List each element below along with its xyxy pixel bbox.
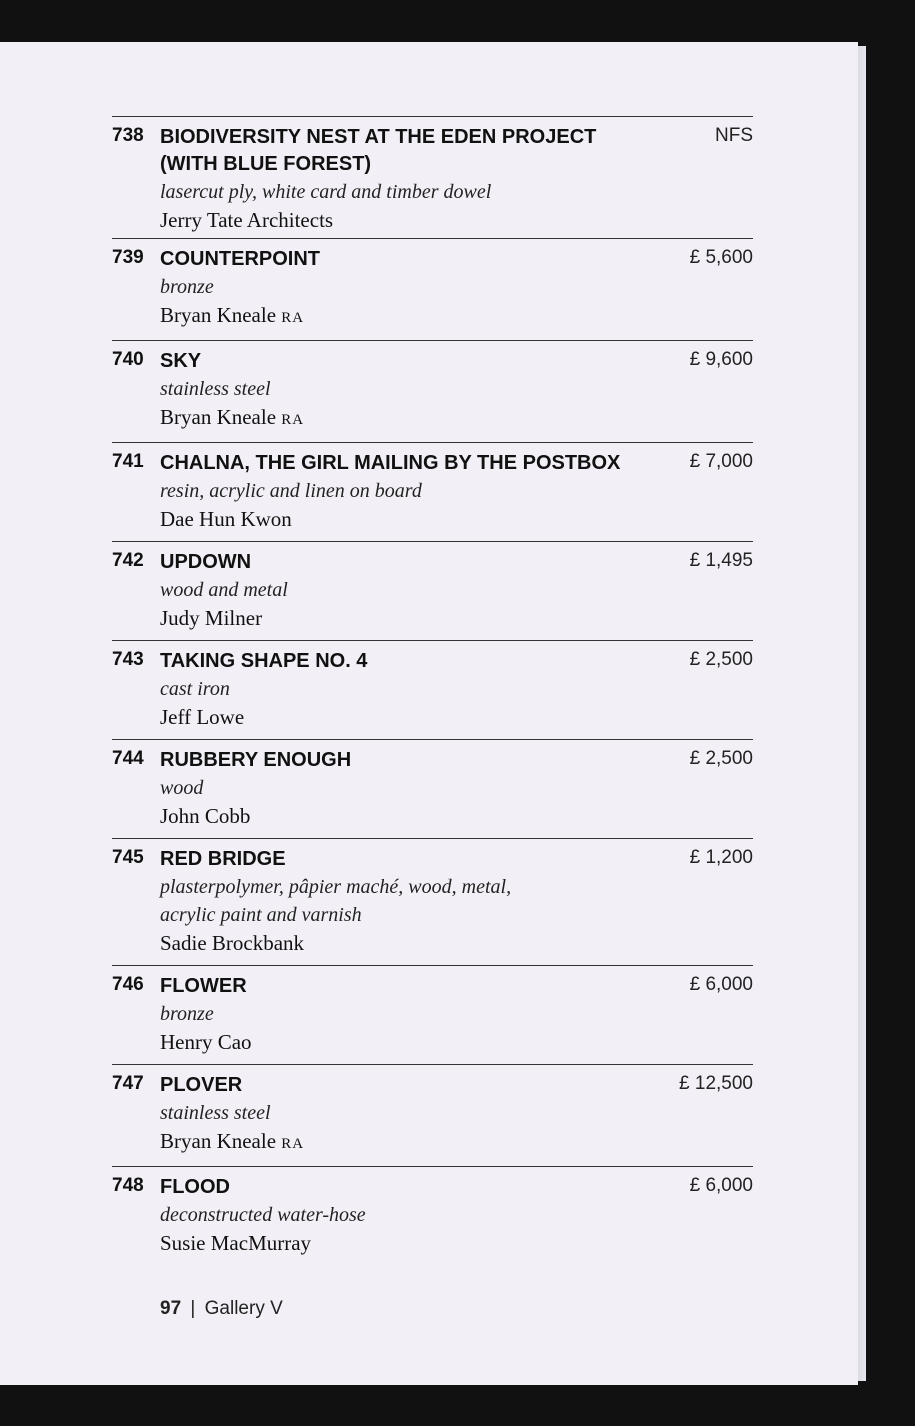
entry-medium: lasercut ply, white card and timber dowel [160,181,492,203]
entry-medium: wood [160,777,204,799]
artist-name: Bryan Kneale [160,1129,277,1153]
entry-artist [160,301,753,332]
entry-price: £ 1,200 [689,847,753,868]
artist-name: Jeff Lowe [160,705,245,729]
entry-artist [160,604,753,632]
artist-name: Jerry Tate Architects [160,208,334,232]
catalogue-entry-list [112,116,753,1265]
artist-name: Judy Milner [160,606,263,630]
entry-price: £ 5,600 [689,247,753,268]
catalogue-entry [112,1064,753,1166]
entry-price: £ 6,000 [689,1175,753,1196]
entry-number: 738 [112,125,144,146]
catalogue-entry [112,838,753,965]
artist-name: Henry Cao [160,1030,252,1054]
entry-artist [160,703,753,731]
entry-title: COUNTERPOINT [160,248,320,270]
catalogue-entry [112,965,753,1064]
catalogue-entry [112,340,753,442]
entry-artist [160,802,753,830]
entry-title: CHALNA, THE GIRL MAILING BY THE POSTBOX [160,452,621,474]
artist-name: Bryan Kneale [160,303,277,327]
artist-name: Susie MacMurray [160,1231,312,1255]
entry-medium: wood and metal [160,579,288,601]
entry-number: 748 [112,1175,144,1196]
entry-title: PLOVER [160,1074,243,1096]
entry-medium: cast iron [160,678,230,700]
entry-price: £ 12,500 [679,1073,753,1094]
footer-separator: | [190,1298,196,1319]
catalogue-entry [112,640,753,739]
artist-name: Dae Hun Kwon [160,507,292,531]
entry-medium: stainless steel [160,378,271,400]
gallery-name: Gallery V [204,1298,283,1319]
entry-artist [160,1028,753,1056]
entry-number: 747 [112,1073,144,1094]
ra-suffix: RA [281,412,305,428]
entry-title: FLOOD [160,1176,230,1198]
entry-medium: plasterpolymer, pâpier maché, wood, metal, acrylic paint and varnish [160,876,512,926]
entry-price: £ 2,500 [689,649,753,670]
entry-title: BIODIVERSITY NEST AT THE EDEN PROJECT (WITH BLUE FOREST) [160,126,597,175]
entry-medium: bronze [160,1003,214,1025]
catalogue-entry [112,739,753,838]
catalogue-entry [112,442,753,541]
entry-title: TAKING SHAPE NO. 4 [160,650,368,672]
catalogue-entry [112,116,753,238]
entry-artist [160,1229,753,1257]
artist-name: John Cobb [160,804,251,828]
entry-title: SKY [160,350,202,372]
entry-artist [160,505,753,533]
artist-name: Bryan Kneale [160,405,277,429]
catalogue-entry [112,238,753,340]
entry-number: 741 [112,451,144,472]
entry-number: 743 [112,649,144,670]
entry-number: 739 [112,247,144,268]
ra-suffix: RA [281,1136,305,1152]
entry-number: 746 [112,974,144,995]
entry-medium: bronze [160,276,214,298]
catalogue-entry [112,541,753,640]
entry-title: RED BRIDGE [160,848,286,870]
entry-number: 742 [112,550,144,571]
entry-medium: deconstructed water-hose [160,1204,366,1226]
entry-price: £ 2,500 [689,748,753,769]
entry-medium: resin, acrylic and linen on board [160,480,422,502]
entry-artist [160,403,753,434]
entry-price: NFS [715,125,753,146]
entry-artist [160,206,753,234]
page-footer [160,1298,283,1320]
entry-artist [160,929,753,957]
entry-price: £ 6,000 [689,974,753,995]
artist-name: Sadie Brockbank [160,931,305,955]
entry-price: £ 9,600 [689,349,753,370]
entry-price: £ 1,495 [689,550,753,571]
catalogue-entry [112,1166,753,1265]
entry-title: UPDOWN [160,551,252,573]
entry-medium: stainless steel [160,1102,271,1124]
page-number: 97 [160,1298,182,1319]
entry-title: FLOWER [160,975,247,997]
entry-title: RUBBERY ENOUGH [160,749,352,771]
entry-price: £ 7,000 [689,451,753,472]
entry-number: 745 [112,847,144,868]
entry-number: 744 [112,748,144,769]
entry-number: 740 [112,349,144,370]
entry-artist [160,1127,753,1158]
ra-suffix: RA [281,310,305,326]
